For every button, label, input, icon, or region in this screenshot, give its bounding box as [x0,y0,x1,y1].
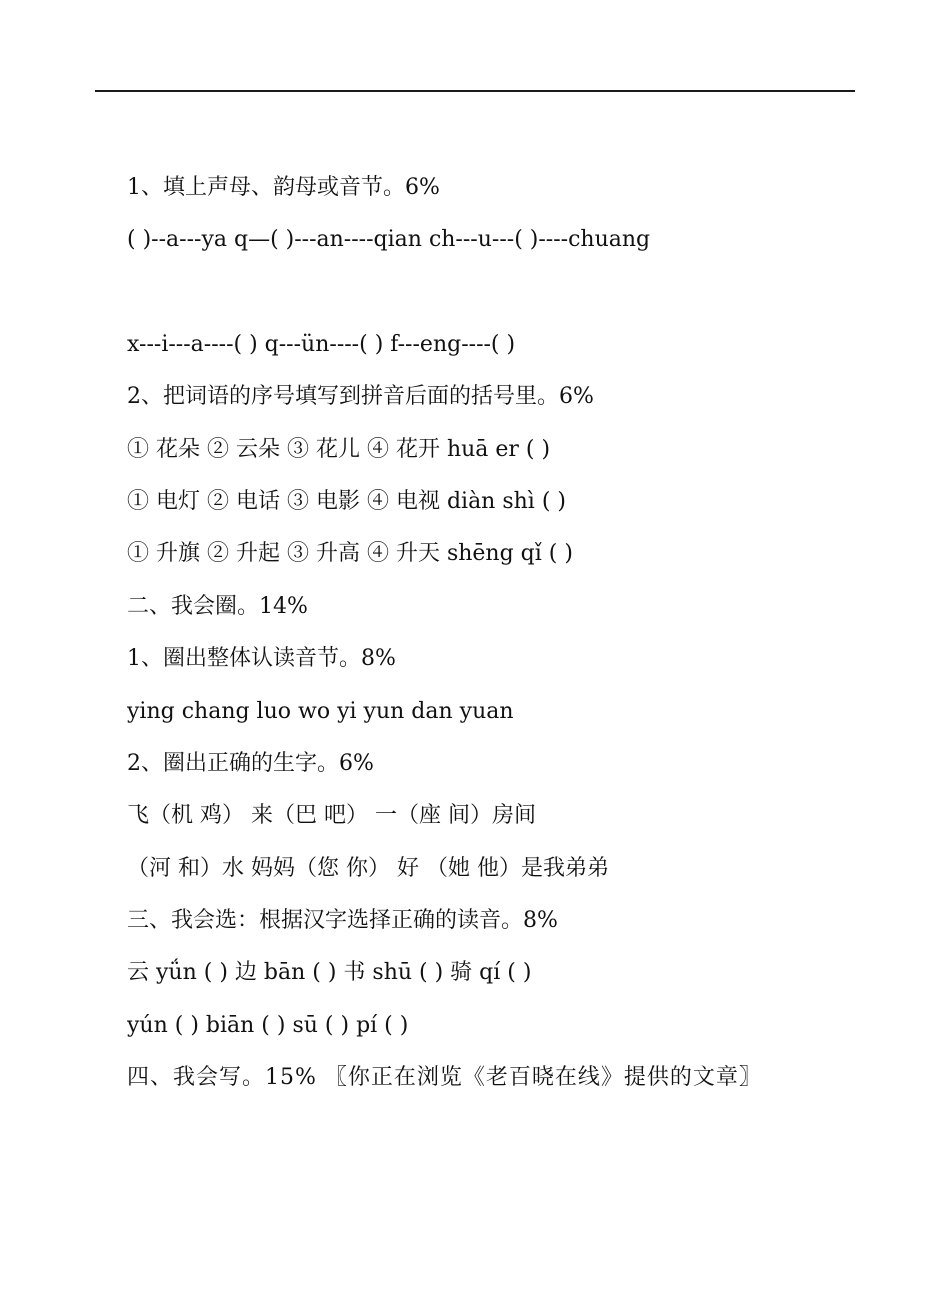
section-heading: 1、填上声母、韵母或音节。6% [127,175,440,200]
character-choice-line: 飞（机 鸡） 来（巴 吧） 一（座 间）房间 [127,803,536,829]
pinyin-exercise-line: x---i---a----( ) q---ün----( ) f---eng----( ) [127,331,516,357]
blank-line [127,267,855,319]
word-choice-line: ① 电灯 ② 电话 ③ 电影 ④ 电视 diàn shì ( ) [127,488,566,514]
syllable-list: ying chang luo wo yi yun dan yuan [127,698,514,724]
pinyin-exercise-line: ( )--a---ya q—( )---an----qian ch---u---( )----chuang [127,227,651,253]
section-heading: 2、把词语的序号填写到拼音后面的括号里。6% [127,384,594,410]
document-body [127,162,855,1105]
word-choice-line: ① 升旗 ② 升起 ③ 升高 ④ 升天 shēng qǐ ( ) [127,541,573,567]
section-heading: 1、圈出整体认读音节。8% [127,646,396,672]
character-choice-line: （河 和）水 妈妈（您 你） 好 （她 他）是我弟弟 [127,855,609,881]
section-heading: 2、圈出正确的生字。6% [127,750,374,776]
section-heading: 三、我会选：根据汉字选择正确的读音。8% [127,908,558,934]
reading-choice-line: yún ( ) biān ( ) sū ( ) pí ( ) [127,1012,409,1038]
section-heading: 四、我会写。15% 〖你正在浏览《老百晓在线》提供的文章〗 [127,1065,762,1091]
word-choice-line: ① 花朵 ② 云朵 ③ 花儿 ④ 花开 huā er ( ) [127,436,551,462]
header-rule [95,90,855,92]
reading-choice-line: 云 yǘn ( ) 边 bān ( ) 书 shū ( ) 骑 qí ( ) [127,960,532,986]
section-heading: 二、我会圈。14% [127,593,308,619]
